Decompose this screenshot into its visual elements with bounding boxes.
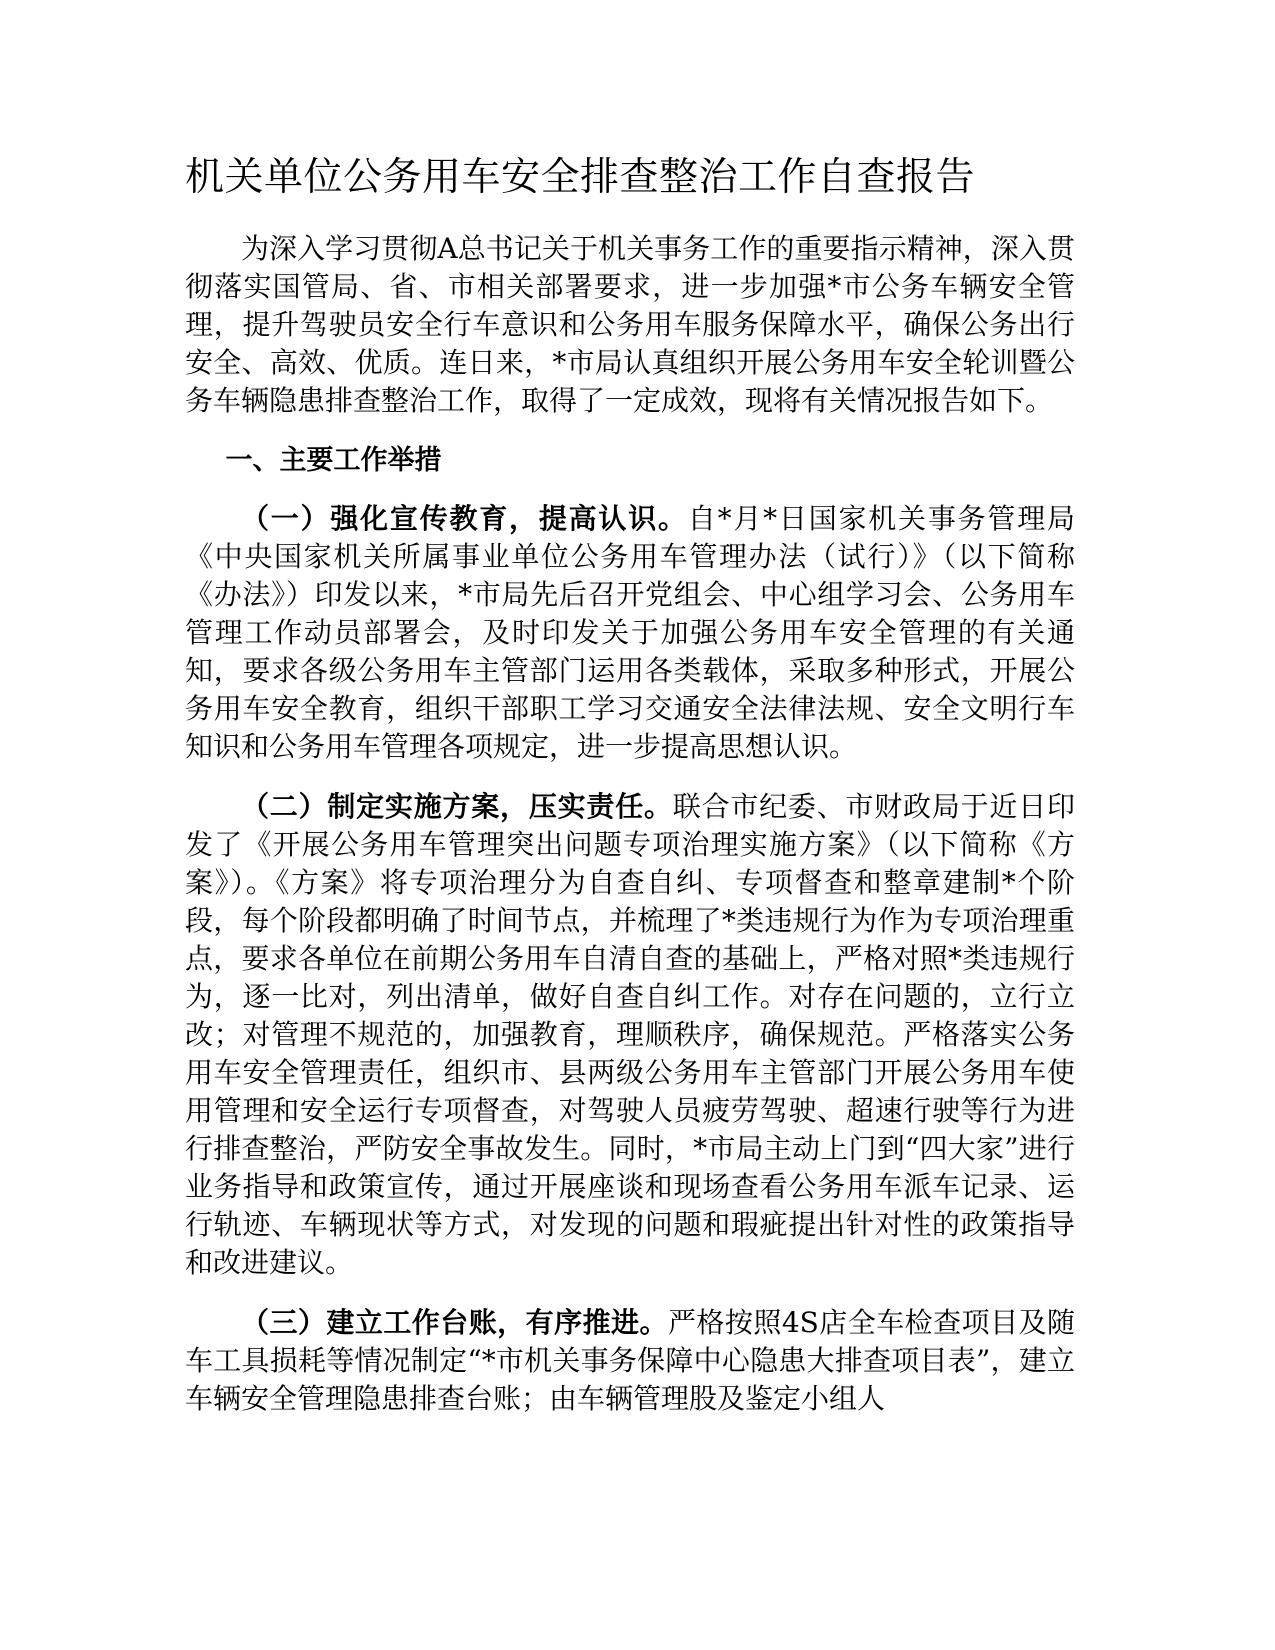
paragraph-item-1 [185, 500, 1075, 766]
item-heading: （一）强化宣传教育，提高认识。 [241, 502, 688, 535]
item-heading: （二）制定实施方案，压实责任。 [241, 790, 673, 823]
document-page [185, 150, 1075, 1440]
paragraph-item-3 [185, 1304, 1075, 1418]
item-body: 严格按照4S店全车检查项目及随车工具损耗等情况制定“*市机关事务保障中心隐患大排查项目表”，建立车辆安全管理隐患排查台账；由车辆管理股及鉴定小组人 [185, 1306, 1075, 1415]
paragraph-item-2 [185, 788, 1075, 1282]
document-title: 机关单位公务用车安全排查整治工作自查报告 [185, 155, 976, 200]
section-heading: 一、主要工作举措 [225, 445, 442, 476]
item-heading: （三）建立工作台账，有序推进。 [241, 1306, 668, 1339]
item-body: 联合市纪委、市财政局于近日印发了《开展公务用车管理突出问题专项治理实施方案》（以下简称《方案》）。《方案》将专项治理分为自查自纠、专项督查和整章建制*个阶段，每个阶段都明确了时间节点，并梳理了*类违规行为作为专项治理重点，要求各单位在前期公务用车自清自查的基础上，严格对照*类违规行为，逐一比对，列出清单，做好自查自纠工作。对存在问题的，立行立改；对管理不规范的，加强教育，理顺秩序，确保规范。严格落实公务用车安全管理责任，组织市、县两级公务用车主管部门开展公务用车使用管理和安全运行专项督查，对驾驶人员疲劳驾驶、超速行驶等行为进行排查整治，严防安全事故发生。同时，*市局主动上门到“四大家”进行业务指导和政策宣传，通过开展座谈和现场查看公务用车派车记录、运行轨迹、车辆现状等方式，对发现的问题和瑕疵提出针对性的政策指导和改进建议。 [185, 790, 1075, 1279]
item-body: 自*月*日国家机关事务管理局《中央国家机关所属事业单位公务用车管理办法（试行）》（以下简称《办法》）印发以来，*市局先后召开党组会、中心组学习会、公务用车管理工作动员部署会，及时印发关于加强公务用车安全管理的有关通知，要求各级公务用车主管部门运用各类载体，采取多种形式，开展公务用车安全教育，组织干部职工学习交通安全法律法规、安全文明行车知识和公务用车管理各项规定，进一步提高思想认识。 [185, 502, 1075, 763]
intro-paragraph: 为深入学习贯彻A总书记关于机关事务工作的重要指示精神，深入贯彻落实国管局、省、市相关部署要求，进一步加强*市公务车辆安全管理，提升驾驶员安全行车意识和公务用车服务保障水平，确保公务出行安全、高效、优质。连日来，*市局认真组织开展公务用车安全轮训暨公务车辆隐患排查整治工作，取得了一定成效，现将有关情况报告如下。 [185, 232, 1075, 417]
